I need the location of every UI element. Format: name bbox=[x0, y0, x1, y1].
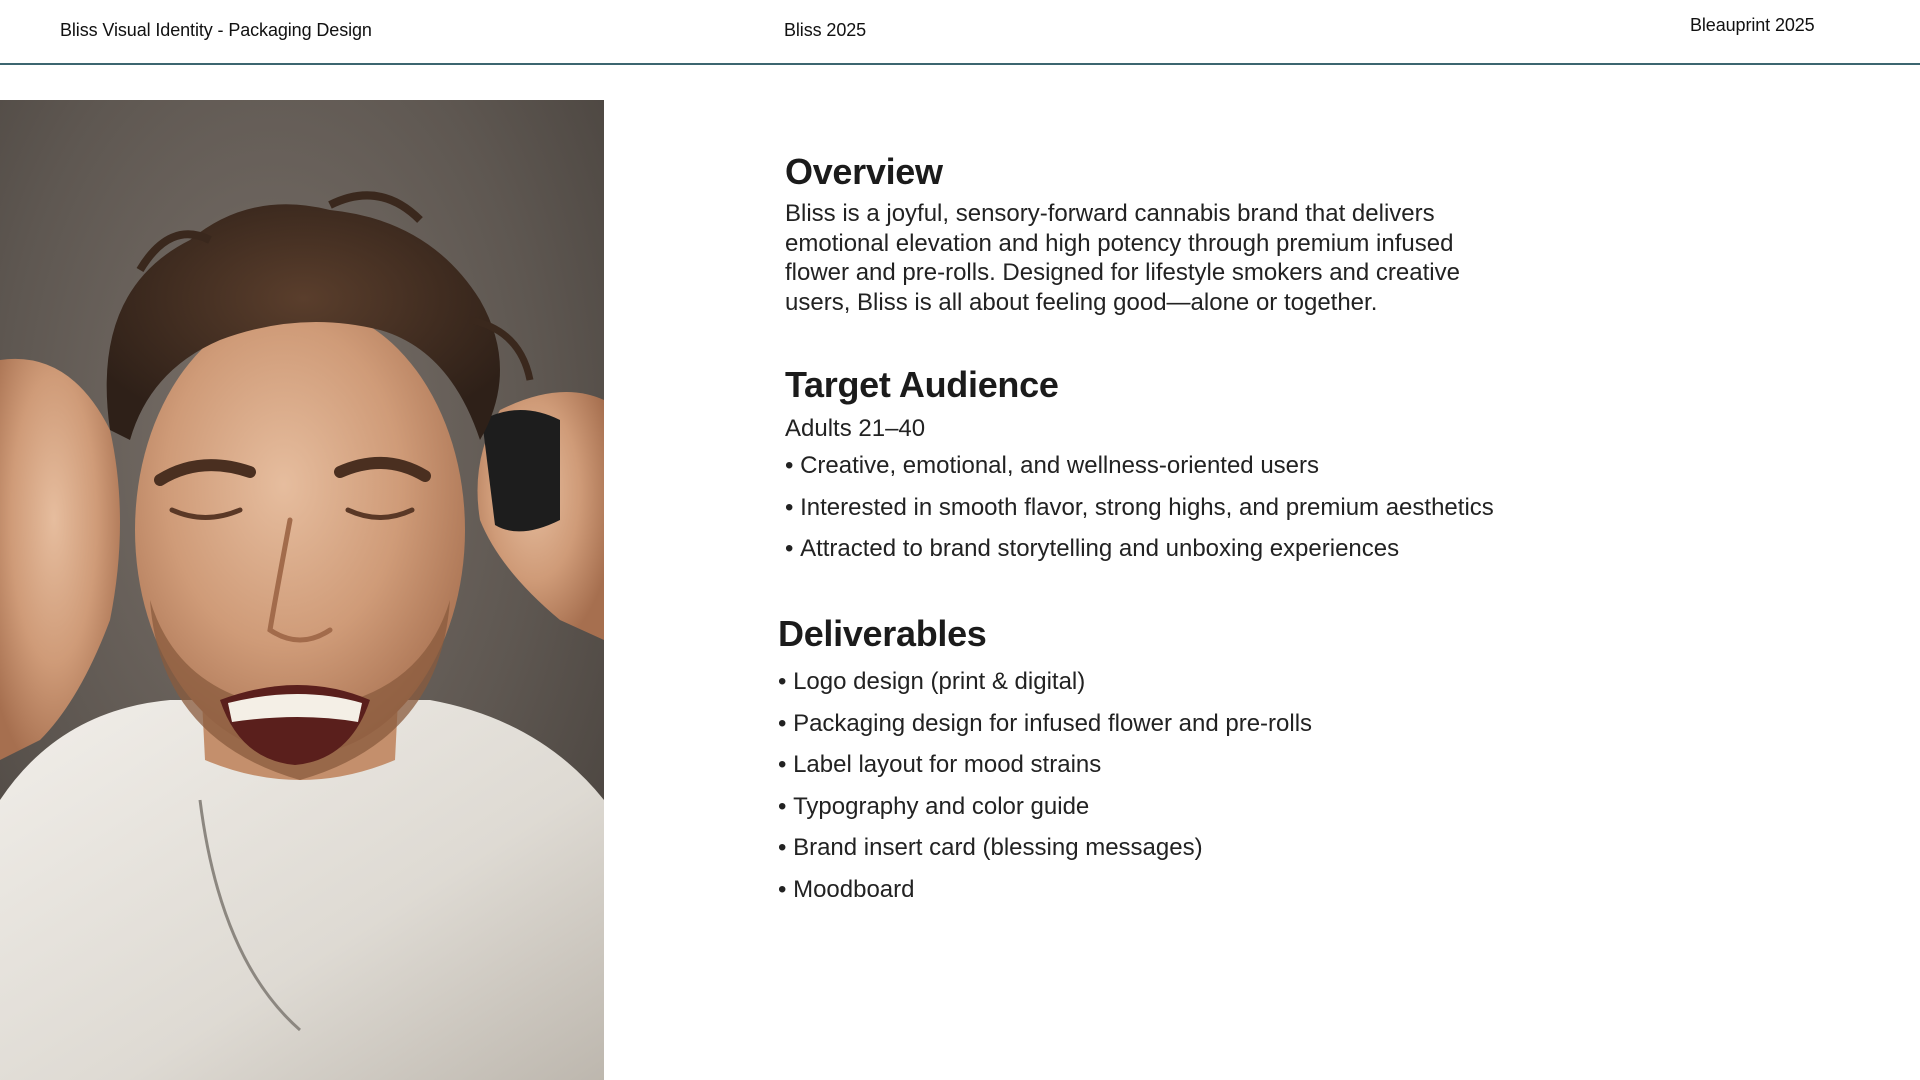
deliverables-heading: Deliverables bbox=[778, 612, 987, 654]
list-item: • Creative, emotional, and wellness-oriented users bbox=[785, 445, 1538, 487]
overview-paragraph: Bliss is a joyful, sensory-forward cannabis brand that delivers emotional elevation and high potency through premium infused flower and pre-rolls. Designed for lifestyle smokers and creative users, Bliss is all about feeling good—alone or together. bbox=[785, 200, 1460, 316]
page-header bbox=[0, 0, 1920, 65]
target-audience-list bbox=[785, 445, 1538, 570]
list-item: • Label layout for mood strains bbox=[778, 744, 1538, 786]
deliverables-list bbox=[778, 661, 1538, 910]
list-item: • Typography and color guide bbox=[778, 786, 1538, 828]
list-item: • Interested in smooth flavor, strong highs, and premium aesthetics bbox=[785, 487, 1538, 529]
list-item: • Brand insert card (blessing messages) bbox=[778, 827, 1538, 869]
portrait-illustration bbox=[0, 100, 604, 1080]
header-project-title: Bliss Visual Identity - Packaging Design bbox=[60, 20, 372, 40]
content-column bbox=[778, 150, 1538, 910]
list-item: • Packaging design for infused flower and pre-rolls bbox=[778, 703, 1538, 745]
header-brand-year: Bliss 2025 bbox=[784, 20, 867, 40]
target-audience-heading: Target Audience bbox=[785, 364, 1059, 406]
list-item: • Moodboard bbox=[778, 869, 1538, 911]
header-studio-year: Bleauprint 2025 bbox=[1690, 15, 1815, 35]
portrait-photo bbox=[0, 100, 604, 1080]
list-item: • Attracted to brand storytelling and unboxing experiences bbox=[785, 528, 1538, 570]
overview-heading: Overview bbox=[785, 151, 943, 192]
target-audience-age-range: Adults 21–40 bbox=[785, 415, 926, 443]
list-item: • Logo design (print & digital) bbox=[778, 661, 1538, 703]
